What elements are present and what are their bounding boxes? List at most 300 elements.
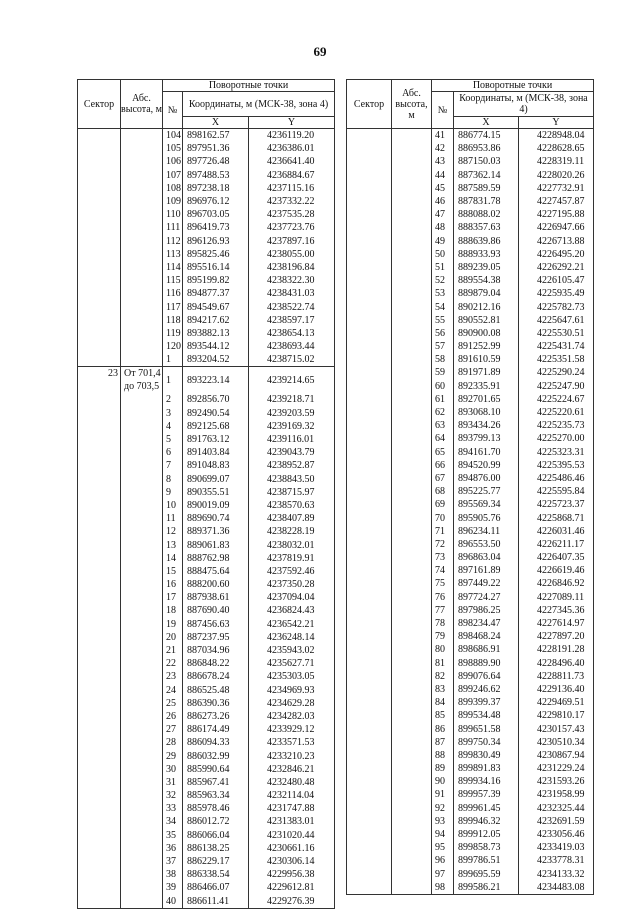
point-number-cell: 107 [163,169,183,182]
sector-cell [347,762,392,775]
abs-height-cell [121,499,163,512]
coord-x-cell: 899651.58 [454,722,519,735]
point-number-cell: 16 [163,578,183,591]
point-number-cell: 62 [432,406,454,419]
table-row [347,380,594,393]
sector-cell [78,433,121,446]
coord-x-cell: 886390.36 [183,697,249,710]
point-number-cell: 53 [432,287,454,300]
coord-y-cell: 4228628.65 [519,142,594,155]
coord-y-cell: 4237723.76 [249,221,335,234]
point-number-cell: 39 [163,881,183,894]
point-number-cell: 37 [163,855,183,868]
table-row [78,367,335,394]
abs-height-cell [121,591,163,604]
coord-y-cell: 4238654.13 [249,327,335,340]
coord-x-cell: 898468.24 [454,630,519,643]
coord-y-cell: 4230661.16 [249,842,335,855]
coord-y-cell: 4238570.63 [249,499,335,512]
coord-x-cell: 888475.64 [183,565,249,578]
abs-height-cell [121,552,163,565]
abs-height-cell [121,208,163,221]
sector-cell [347,815,392,828]
table-row [347,432,594,445]
abs-height-cell [392,657,432,670]
abs-height-cell [392,630,432,643]
abs-height-cell [121,657,163,670]
abs-height-cell [392,169,432,182]
point-number-cell: 36 [163,842,183,855]
coord-x-cell: 899750.34 [454,736,519,749]
point-number-cell: 111 [163,221,183,234]
point-number-cell: 1 [163,367,183,394]
coord-y-cell: 4225595.84 [519,485,594,498]
coord-y-cell: 4228496.40 [519,657,594,670]
abs-height-cell [392,762,432,775]
abs-height-cell [121,182,163,195]
table-row [347,577,594,590]
point-number-cell: 17 [163,591,183,604]
abs-height-cell [392,221,432,234]
point-number-cell: 22 [163,657,183,670]
coord-y-cell: 4238843.50 [249,473,335,486]
point-number-cell: 112 [163,235,183,248]
coord-x-cell: 888088.02 [454,208,519,221]
coord-x-cell: 895569.34 [454,498,519,511]
abs-height-cell [392,722,432,735]
coord-y-cell: 4239043.79 [249,446,335,459]
abs-height-cell [392,498,432,511]
coord-x-cell: 889371.36 [183,525,249,538]
coord-x-cell: 894877.37 [183,287,249,300]
sector-cell [78,604,121,617]
coord-y-cell: 4234969.93 [249,684,335,697]
abs-height-cell [121,261,163,274]
abs-height-cell [392,683,432,696]
coord-x-cell: 895516.14 [183,261,249,274]
coord-x-cell: 897238.18 [183,182,249,195]
point-number-cell: 52 [432,274,454,287]
table-row [78,736,335,749]
point-number-cell: 49 [432,235,454,248]
coord-x-cell: 897951.36 [183,142,249,155]
coord-y-cell: 4236542.21 [249,618,335,631]
abs-height-cell [392,208,432,221]
table-row [78,340,335,353]
point-number-cell: 47 [432,208,454,221]
sector-cell [78,420,121,433]
point-number-cell: 6 [163,446,183,459]
coord-y-cell: 4234282.03 [249,710,335,723]
point-number-cell: 75 [432,577,454,590]
point-number-cell: 33 [163,802,183,815]
point-number-cell: 115 [163,274,183,287]
coord-y-cell: 4226619.46 [519,564,594,577]
coord-x-cell: 895199.82 [183,274,249,287]
coord-x-cell: 897986.25 [454,604,519,617]
table-row [78,815,335,828]
sector-cell [78,855,121,868]
point-number-cell: 30 [163,763,183,776]
table-row [78,552,335,565]
coord-x-cell: 898162.57 [183,129,249,143]
point-number-cell: 82 [432,670,454,683]
coord-x-cell: 886774.15 [454,129,519,143]
table-row [347,248,594,261]
table-row [78,300,335,313]
coord-y-cell: 4235627.71 [249,657,335,670]
point-number-cell: 18 [163,604,183,617]
abs-height-cell [121,129,163,143]
point-number-cell: 118 [163,314,183,327]
abs-height-cell [121,881,163,894]
abs-height-cell [392,736,432,749]
abs-height-cell [121,604,163,617]
sector-cell [78,895,121,909]
abs-height-cell [121,670,163,683]
coord-x-cell: 893544.12 [183,340,249,353]
coord-x-cell: 888933.93 [454,248,519,261]
table-row [78,565,335,578]
abs-height-cell [392,538,432,551]
abs-height-cell [392,300,432,313]
coord-y-cell: 4229469.51 [519,696,594,709]
coord-y-cell: 4238597.17 [249,314,335,327]
coord-y-cell: 4226846.92 [519,577,594,590]
point-number-cell: 84 [432,696,454,709]
table-row [347,802,594,815]
table-row [347,643,594,656]
sector-cell [78,670,121,683]
abs-height-cell [392,564,432,577]
table-row [78,261,335,274]
coord-x-cell: 899858.73 [454,841,519,854]
sector-cell [347,472,392,485]
coord-x-cell: 899830.49 [454,749,519,762]
coord-x-cell: 886032.99 [183,749,249,762]
sector-cell [78,248,121,261]
abs-height-cell [121,433,163,446]
table-row [78,155,335,168]
coord-y-cell: 4232325.44 [519,802,594,815]
coord-x-cell: 897449.22 [454,577,519,590]
coord-x-cell: 888357.63 [454,221,519,234]
table-row [347,327,594,340]
sector-cell [347,142,392,155]
point-number-cell: 71 [432,525,454,538]
coord-x-cell: 886611.41 [183,895,249,909]
sector-cell [78,155,121,168]
table-row [347,657,594,670]
sector-cell [78,446,121,459]
point-number-cell: 2 [163,393,183,406]
coord-y-cell: 4228020.26 [519,169,594,182]
table-row [347,208,594,221]
coord-y-cell: 4226495.20 [519,248,594,261]
sector-cell [78,499,121,512]
sector-cell [78,407,121,420]
coordinates-table-left [77,79,335,909]
coord-y-cell: 4237897.16 [249,235,335,248]
sector-cell [78,868,121,881]
abs-height-cell [121,565,163,578]
coord-y-cell: 4235303.05 [249,670,335,683]
table-row [347,472,594,485]
coord-x-cell: 897724.27 [454,591,519,604]
sector-cell [347,459,392,472]
sector-cell [347,551,392,564]
coord-y-cell: 4225351.58 [519,353,594,366]
coord-y-cell: 4238322.30 [249,274,335,287]
point-number-cell: 97 [432,868,454,881]
point-number-cell: 48 [432,221,454,234]
coord-y-cell: 4236884.67 [249,169,335,182]
abs-height-cell [392,432,432,445]
abs-height-cell [392,472,432,485]
table-row [78,618,335,631]
coord-y-cell: 4231747.88 [249,802,335,815]
abs-height-cell [392,485,432,498]
coord-y-cell: 4226211.17 [519,538,594,551]
coord-y-cell: 4238693.44 [249,340,335,353]
sector-cell [78,473,121,486]
table-row [78,327,335,340]
coord-x-cell: 887589.59 [454,182,519,195]
coord-x-cell: 894520.99 [454,459,519,472]
sector-cell [347,630,392,643]
sector-cell [347,248,392,261]
table-row [347,393,594,406]
table-row [78,433,335,446]
coord-x-cell: 894161.70 [454,446,519,459]
coord-x-cell: 886094.33 [183,736,249,749]
coord-x-cell: 899399.37 [454,696,519,709]
sector-cell [78,552,121,565]
point-number-cell: 114 [163,261,183,274]
point-number-cell: 81 [432,657,454,670]
abs-height-cell [392,709,432,722]
point-number-cell: 79 [432,630,454,643]
point-number-cell: 120 [163,340,183,353]
point-number-cell: 20 [163,631,183,644]
table-row [78,499,335,512]
point-number-cell: 1 [163,353,183,367]
coord-x-cell: 887690.40 [183,604,249,617]
abs-height-cell [392,815,432,828]
coord-x-cell: 886953.86 [454,142,519,155]
coord-y-cell: 4239169.32 [249,420,335,433]
coord-y-cell: 4238055.00 [249,248,335,261]
sector-cell [347,802,392,815]
coord-y-cell: 4238952.87 [249,459,335,472]
point-number-cell: 116 [163,287,183,300]
coord-x-cell: 887938.61 [183,591,249,604]
table-row [347,762,594,775]
table-row [78,420,335,433]
abs-height-cell [392,182,432,195]
point-number-cell: 32 [163,789,183,802]
abs-height-cell [121,842,163,855]
table-row [347,815,594,828]
sector-cell [347,182,392,195]
point-number-cell: 93 [432,815,454,828]
sector-cell [347,129,392,143]
sector-cell [347,828,392,841]
sector-cell [78,684,121,697]
abs-height-cell [121,195,163,208]
abs-height-cell [392,802,432,815]
point-number-cell: 94 [432,828,454,841]
point-number-cell: 45 [432,182,454,195]
coord-x-cell: 887237.95 [183,631,249,644]
coord-y-cell: 4225224.67 [519,393,594,406]
abs-height-cell [121,829,163,842]
table-row [347,775,594,788]
abs-height-cell [392,380,432,393]
abs-height-cell [392,511,432,524]
sector-cell [78,142,121,155]
sector-cell [78,749,121,762]
sector-cell [78,631,121,644]
coord-x-cell: 892490.54 [183,407,249,420]
table-row [347,155,594,168]
coord-y-cell: 4233056.46 [519,828,594,841]
coord-y-cell: 4225486.46 [519,472,594,485]
coord-x-cell: 892856.70 [183,393,249,406]
abs-height-cell [392,129,432,143]
abs-height-cell [392,406,432,419]
point-number-cell: 44 [432,169,454,182]
coord-y-cell: 4229612.81 [249,881,335,894]
point-number-cell: 35 [163,829,183,842]
coord-y-cell: 4235943.02 [249,644,335,657]
coord-x-cell: 899946.32 [454,815,519,828]
coord-y-cell: 4233929.12 [249,723,335,736]
coord-x-cell: 897161.89 [454,564,519,577]
coord-y-cell: 4229136.40 [519,683,594,696]
coord-x-cell: 895225.77 [454,485,519,498]
coord-y-cell: 4231593.26 [519,775,594,788]
abs-height-cell [392,551,432,564]
coord-y-cell: 4225431.74 [519,340,594,353]
sector-cell [78,525,121,538]
point-number-cell: 108 [163,182,183,195]
coord-y-cell: 4225935.49 [519,287,594,300]
table-row [347,696,594,709]
coord-y-cell: 4239214.65 [249,367,335,394]
point-number-cell: 76 [432,591,454,604]
sector-cell [347,788,392,801]
table-row [78,248,335,261]
coord-y-cell: 4230306.14 [249,855,335,868]
point-number-cell: 42 [432,142,454,155]
abs-height-cell [121,802,163,815]
table-row [78,776,335,789]
abs-height-cell [392,577,432,590]
abs-height-cell [121,248,163,261]
sector-cell [347,221,392,234]
table-row [347,749,594,762]
coord-x-cell: 889061.83 [183,538,249,551]
table-row [347,841,594,854]
sector-cell [347,604,392,617]
coord-x-cell: 893068.10 [454,406,519,419]
coord-y-cell: 4225723.37 [519,498,594,511]
abs-height-cell [392,353,432,366]
table-row [78,221,335,234]
coord-x-cell: 890355.51 [183,486,249,499]
table-row [347,353,594,366]
table-row [78,749,335,762]
table-row [347,828,594,841]
coord-x-cell: 895825.46 [183,248,249,261]
coord-y-cell: 4231958.99 [519,788,594,801]
coord-x-cell: 896863.04 [454,551,519,564]
sector-cell [78,723,121,736]
coord-x-cell: 885978.46 [183,802,249,815]
coord-x-cell: 899695.59 [454,868,519,881]
sector-cell [347,775,392,788]
coord-y-cell: 4232691.59 [519,815,594,828]
point-number-cell: 98 [432,881,454,895]
table-row [78,486,335,499]
coord-x-cell: 891610.59 [454,353,519,366]
point-number-cell: 74 [432,564,454,577]
sector-cell [347,749,392,762]
coord-x-cell: 887456.63 [183,618,249,631]
header-number: № [432,92,454,129]
table-row [347,169,594,182]
table-row [78,855,335,868]
coord-y-cell: 4227732.91 [519,182,594,195]
sector-cell [347,577,392,590]
abs-height-cell [392,327,432,340]
point-number-cell: 50 [432,248,454,261]
table-row [347,195,594,208]
abs-height-cell [121,618,163,631]
table-row [78,697,335,710]
table-row [78,142,335,155]
coord-y-cell: 4225647.61 [519,314,594,327]
table-row [78,182,335,195]
coord-y-cell: 4230157.43 [519,722,594,735]
table-row [347,406,594,419]
coord-x-cell: 886012.72 [183,815,249,828]
table-row [347,617,594,630]
table-row [78,512,335,525]
header-coordinates: Координаты, м (МСК-38, зона 4) [454,92,594,117]
coord-y-cell: 4226947.66 [519,221,594,234]
sector-cell [347,868,392,881]
point-number-cell: 105 [163,142,183,155]
sector-cell [78,169,121,182]
abs-height-cell [121,274,163,287]
sector-cell [347,366,392,379]
coord-x-cell: 898686.91 [454,643,519,656]
coord-y-cell: 4234629.28 [249,697,335,710]
header-sector: Сектор [347,80,392,129]
coord-y-cell: 4228191.28 [519,643,594,656]
coord-x-cell: 899246.62 [454,683,519,696]
abs-height-cell [392,366,432,379]
abs-height-cell [392,340,432,353]
point-number-cell: 12 [163,525,183,538]
coord-x-cell: 899912.05 [454,828,519,841]
table-row [347,868,594,881]
coord-x-cell: 897726.48 [183,155,249,168]
table-row [347,511,594,524]
coord-x-cell: 888762.98 [183,552,249,565]
